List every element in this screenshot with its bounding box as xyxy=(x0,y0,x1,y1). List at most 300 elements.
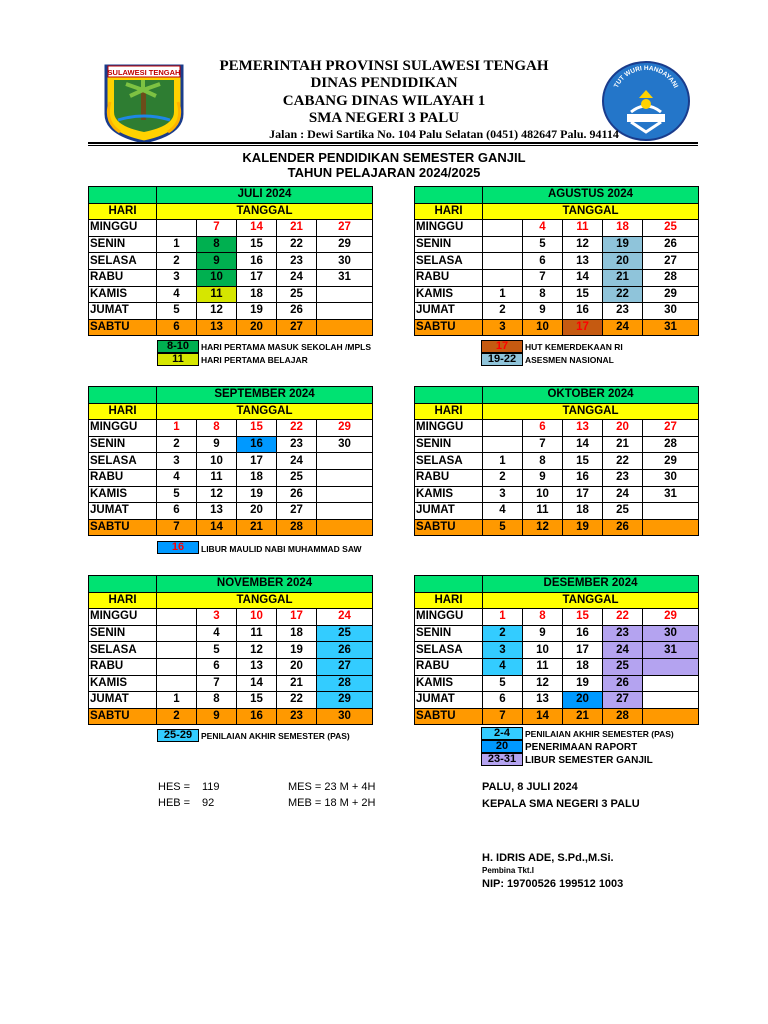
calendar-oktober xyxy=(414,386,699,536)
day-label: SENIN xyxy=(89,436,157,453)
heb-value: 92 xyxy=(202,797,215,809)
hari-header: HARI xyxy=(89,203,157,220)
date-cell: 7 xyxy=(523,436,563,453)
header-rule xyxy=(88,142,698,144)
date-cell: 12 xyxy=(237,642,277,659)
date-cell: 30 xyxy=(317,436,373,453)
hari-header: HARI xyxy=(89,403,157,420)
legend-code-mpls: 8-10 xyxy=(157,340,199,353)
day-label: SELASA xyxy=(89,642,157,659)
date-cell: 19 xyxy=(603,236,643,253)
day-label: SELASA xyxy=(415,642,483,659)
date-cell: 14 xyxy=(197,519,237,536)
legend-code-holiday: 23-31 xyxy=(481,753,523,766)
date-cell xyxy=(483,253,523,270)
month-title: AGUSTUS 2024 xyxy=(483,187,699,204)
date-cell xyxy=(317,453,373,470)
date-cell: 11 xyxy=(197,286,237,303)
date-cell: 20 xyxy=(277,658,317,675)
date-cell: 18 xyxy=(563,658,603,675)
day-label: MINGGU xyxy=(89,420,157,437)
hes-label: HES = xyxy=(158,781,191,793)
date-cell: 1 xyxy=(157,692,197,709)
date-cell: 15 xyxy=(237,236,277,253)
date-cell: 6 xyxy=(197,658,237,675)
date-cell: 31 xyxy=(643,642,699,659)
day-label: SELASA xyxy=(415,453,483,470)
date-cell: 20 xyxy=(563,692,603,709)
date-cell: 28 xyxy=(603,708,643,725)
day-label: SENIN xyxy=(415,236,483,253)
date-cell xyxy=(643,692,699,709)
date-cell: 30 xyxy=(317,708,373,725)
date-cell: 10 xyxy=(197,453,237,470)
date-cell: 2 xyxy=(483,625,523,642)
date-cell: 12 xyxy=(523,519,563,536)
date-cell: 30 xyxy=(643,303,699,320)
date-cell: 23 xyxy=(603,303,643,320)
date-cell: 13 xyxy=(563,420,603,437)
legend-text-maulid: LIBUR MAULID NABI MUHAMMAD SAW xyxy=(201,544,362,554)
date-cell: 29 xyxy=(643,609,699,626)
date-cell: 26 xyxy=(643,236,699,253)
date-cell: 20 xyxy=(237,319,277,336)
date-cell xyxy=(643,675,699,692)
date-cell: 4 xyxy=(523,220,563,237)
date-cell: 11 xyxy=(523,658,563,675)
day-label: SABTU xyxy=(415,519,483,536)
day-label: SENIN xyxy=(415,625,483,642)
date-cell: 24 xyxy=(317,609,373,626)
date-cell: 6 xyxy=(523,420,563,437)
date-cell: 31 xyxy=(317,269,373,286)
day-label: JUMAT xyxy=(89,503,157,520)
date-cell: 26 xyxy=(603,519,643,536)
date-cell: 2 xyxy=(157,436,197,453)
header-department: DINAS PENDIDIKAN xyxy=(310,75,458,91)
date-cell: 18 xyxy=(277,625,317,642)
date-cell: 28 xyxy=(317,675,373,692)
date-cell: 10 xyxy=(197,269,237,286)
date-cell: 21 xyxy=(277,675,317,692)
date-cell: 19 xyxy=(563,675,603,692)
date-cell: 30 xyxy=(317,253,373,270)
calendar-desember xyxy=(414,575,699,725)
month-title: DESEMBER 2024 xyxy=(483,576,699,593)
date-cell xyxy=(317,503,373,520)
date-cell: 24 xyxy=(277,269,317,286)
date-cell: 24 xyxy=(603,486,643,503)
date-cell: 2 xyxy=(483,469,523,486)
date-cell: 3 xyxy=(483,642,523,659)
tanggal-header: TANGGAL xyxy=(157,403,373,420)
day-label: RABU xyxy=(415,469,483,486)
date-cell: 11 xyxy=(197,469,237,486)
date-cell xyxy=(157,675,197,692)
day-label: SENIN xyxy=(415,436,483,453)
signature-nip: NIP: 19700526 199512 1003 xyxy=(482,878,624,890)
date-cell: 27 xyxy=(603,692,643,709)
date-cell: 18 xyxy=(237,469,277,486)
legend-code-pas-dec: 2-4 xyxy=(481,727,523,740)
date-cell: 29 xyxy=(317,692,373,709)
date-cell: 25 xyxy=(643,220,699,237)
date-cell: 13 xyxy=(237,658,277,675)
date-cell: 7 xyxy=(483,708,523,725)
day-label: SENIN xyxy=(89,236,157,253)
day-label: MINGGU xyxy=(89,220,157,237)
heb-label: HEB = xyxy=(158,797,191,809)
date-cell: 23 xyxy=(277,708,317,725)
date-cell: 4 xyxy=(157,286,197,303)
calendar-november xyxy=(88,575,373,725)
date-cell: 27 xyxy=(277,503,317,520)
legend-text-mpls: HARI PERTAMA MASUK SEKOLAH /MPLS xyxy=(201,342,371,352)
header-address: Jalan : Dewi Sartika No. 104 Palu Selatan (0451) 482647 Palu. 94114 xyxy=(269,127,619,141)
month-title: JULI 2024 xyxy=(157,187,373,204)
date-cell: 1 xyxy=(483,453,523,470)
date-cell: 4 xyxy=(483,503,523,520)
date-cell: 16 xyxy=(563,303,603,320)
month-title: NOVEMBER 2024 xyxy=(157,576,373,593)
day-label: KAMIS xyxy=(89,286,157,303)
date-cell: 8 xyxy=(197,420,237,437)
date-cell: 14 xyxy=(563,436,603,453)
date-cell: 19 xyxy=(277,642,317,659)
day-label: RABU xyxy=(89,658,157,675)
day-label: JUMAT xyxy=(415,303,483,320)
legend-code-first-study: 11 xyxy=(157,353,199,366)
date-cell: 12 xyxy=(197,486,237,503)
date-cell xyxy=(643,503,699,520)
date-cell: 29 xyxy=(317,420,373,437)
date-cell: 23 xyxy=(603,625,643,642)
date-cell: 13 xyxy=(197,503,237,520)
day-label: SELASA xyxy=(415,253,483,270)
date-cell: 21 xyxy=(603,436,643,453)
date-cell: 24 xyxy=(603,319,643,336)
date-cell xyxy=(317,486,373,503)
date-cell: 27 xyxy=(277,319,317,336)
day-label: KAMIS xyxy=(415,675,483,692)
header-school: SMA NEGERI 3 PALU xyxy=(308,110,460,126)
date-cell: 9 xyxy=(523,469,563,486)
date-cell: 25 xyxy=(277,469,317,486)
signature-place-date: PALU, 8 JULI 2024 xyxy=(482,781,578,793)
date-cell xyxy=(157,609,197,626)
page-subtitle: TAHUN PELAJARAN 2024/2025 xyxy=(287,165,481,180)
date-cell: 18 xyxy=(563,503,603,520)
date-cell: 8 xyxy=(523,453,563,470)
date-cell: 23 xyxy=(277,436,317,453)
date-cell: 20 xyxy=(603,420,643,437)
date-cell: 16 xyxy=(563,625,603,642)
date-cell: 13 xyxy=(563,253,603,270)
date-cell: 17 xyxy=(563,486,603,503)
date-cell: 22 xyxy=(603,453,643,470)
date-cell xyxy=(317,286,373,303)
date-cell xyxy=(157,625,197,642)
date-cell: 26 xyxy=(277,486,317,503)
tanggal-header: TANGGAL xyxy=(157,592,373,609)
date-cell: 10 xyxy=(237,609,277,626)
date-cell: 28 xyxy=(643,436,699,453)
day-label: SABTU xyxy=(415,319,483,336)
date-cell: 12 xyxy=(563,236,603,253)
date-cell: 8 xyxy=(523,286,563,303)
day-label: JUMAT xyxy=(415,503,483,520)
legend-text-pas-dec: PENILAIAN AKHIR SEMESTER (PAS) xyxy=(525,729,674,739)
date-cell: 10 xyxy=(523,642,563,659)
date-cell: 21 xyxy=(603,269,643,286)
day-label: JUMAT xyxy=(89,303,157,320)
date-cell: 22 xyxy=(277,692,317,709)
date-cell: 11 xyxy=(563,220,603,237)
date-cell: 8 xyxy=(197,236,237,253)
date-cell: 15 xyxy=(563,609,603,626)
date-cell: 1 xyxy=(483,286,523,303)
date-cell xyxy=(317,519,373,536)
hari-header: HARI xyxy=(415,592,483,609)
calendar-juli xyxy=(88,186,373,336)
date-cell: 4 xyxy=(157,469,197,486)
legend-text-asesmen: ASESMEN NASIONAL xyxy=(525,355,614,365)
date-cell: 5 xyxy=(483,675,523,692)
date-cell xyxy=(483,269,523,286)
date-cell: 3 xyxy=(157,453,197,470)
date-cell: 15 xyxy=(237,692,277,709)
day-label: SABTU xyxy=(415,708,483,725)
day-label: SABTU xyxy=(89,519,157,536)
tanggal-header: TANGGAL xyxy=(483,592,699,609)
tanggal-header: TANGGAL xyxy=(483,203,699,220)
date-cell: 6 xyxy=(157,503,197,520)
date-cell xyxy=(317,303,373,320)
day-label: KAMIS xyxy=(415,486,483,503)
date-cell: 22 xyxy=(603,609,643,626)
date-cell: 26 xyxy=(317,642,373,659)
date-cell: 7 xyxy=(157,519,197,536)
date-cell: 5 xyxy=(157,303,197,320)
date-cell: 25 xyxy=(603,658,643,675)
date-cell: 27 xyxy=(317,220,373,237)
date-cell: 31 xyxy=(643,319,699,336)
date-cell: 5 xyxy=(157,486,197,503)
day-label: JUMAT xyxy=(415,692,483,709)
legend-text-pas-nov: PENILAIAN AKHIR SEMESTER (PAS) xyxy=(201,731,350,741)
date-cell: 29 xyxy=(643,453,699,470)
date-cell: 29 xyxy=(643,286,699,303)
date-cell: 1 xyxy=(157,236,197,253)
day-label: RABU xyxy=(89,269,157,286)
date-cell: 1 xyxy=(483,609,523,626)
date-cell: 25 xyxy=(317,625,373,642)
svg-text:TUT WURI HANDAYANI: TUT WURI HANDAYANI xyxy=(612,64,680,90)
date-cell: 4 xyxy=(197,625,237,642)
date-cell: 9 xyxy=(523,303,563,320)
date-cell xyxy=(157,658,197,675)
meb-formula: MEB = 18 M + 2H xyxy=(288,797,376,809)
date-cell: 27 xyxy=(643,253,699,270)
date-cell: 25 xyxy=(277,286,317,303)
date-cell: 8 xyxy=(197,692,237,709)
hes-value: 119 xyxy=(202,781,220,793)
date-cell: 20 xyxy=(603,253,643,270)
date-cell: 28 xyxy=(277,519,317,536)
date-cell: 1 xyxy=(157,420,197,437)
date-cell: 17 xyxy=(277,609,317,626)
date-cell: 17 xyxy=(563,642,603,659)
page-title: KALENDER PENDIDIKAN SEMESTER GANJIL xyxy=(242,150,526,165)
day-label: MINGGU xyxy=(415,609,483,626)
date-cell: 11 xyxy=(523,503,563,520)
date-cell: 6 xyxy=(523,253,563,270)
date-cell: 31 xyxy=(643,486,699,503)
date-cell: 23 xyxy=(277,253,317,270)
date-cell: 19 xyxy=(237,303,277,320)
date-cell: 29 xyxy=(317,236,373,253)
day-label: RABU xyxy=(415,658,483,675)
day-label: MINGGU xyxy=(415,420,483,437)
date-cell: 9 xyxy=(197,436,237,453)
date-cell: 23 xyxy=(603,469,643,486)
date-cell: 21 xyxy=(237,519,277,536)
day-label: KAMIS xyxy=(89,486,157,503)
date-cell: 9 xyxy=(197,253,237,270)
legend-code-asesmen: 19-22 xyxy=(481,353,523,366)
date-cell: 7 xyxy=(197,675,237,692)
day-label: SELASA xyxy=(89,453,157,470)
date-cell xyxy=(317,319,373,336)
date-cell: 9 xyxy=(523,625,563,642)
day-label: SABTU xyxy=(89,319,157,336)
header-branch: CABANG DINAS WILAYAH 1 xyxy=(282,93,486,109)
day-label: KAMIS xyxy=(415,286,483,303)
date-cell: 15 xyxy=(563,453,603,470)
date-cell: 22 xyxy=(277,420,317,437)
day-label: SABTU xyxy=(89,708,157,725)
date-cell: 2 xyxy=(157,708,197,725)
date-cell: 10 xyxy=(523,319,563,336)
tanggal-header: TANGGAL xyxy=(157,203,373,220)
date-cell: 6 xyxy=(157,319,197,336)
date-cell xyxy=(483,420,523,437)
calendar-september xyxy=(88,386,373,536)
date-cell: 19 xyxy=(563,519,603,536)
legend-code-independence: 17 xyxy=(481,340,523,353)
date-cell: 17 xyxy=(563,319,603,336)
date-cell: 21 xyxy=(277,220,317,237)
legend-code-maulid: 16 xyxy=(157,541,199,554)
day-label: JUMAT xyxy=(89,692,157,709)
date-cell: 14 xyxy=(523,708,563,725)
day-label: RABU xyxy=(415,269,483,286)
date-cell: 19 xyxy=(237,486,277,503)
date-cell: 15 xyxy=(563,286,603,303)
date-cell: 18 xyxy=(237,286,277,303)
date-cell: 6 xyxy=(483,692,523,709)
date-cell xyxy=(643,519,699,536)
date-cell: 5 xyxy=(197,642,237,659)
date-cell: 26 xyxy=(603,675,643,692)
day-label: SELASA xyxy=(89,253,157,270)
date-cell xyxy=(643,708,699,725)
date-cell: 18 xyxy=(603,220,643,237)
signature-rank: Pembina Tkt.I xyxy=(482,866,535,875)
date-cell: 27 xyxy=(643,420,699,437)
tanggal-header: TANGGAL xyxy=(483,403,699,420)
date-cell: 16 xyxy=(237,253,277,270)
date-cell: 16 xyxy=(237,708,277,725)
date-cell: 7 xyxy=(523,269,563,286)
svg-text:SULAWESI TENGAH: SULAWESI TENGAH xyxy=(107,68,181,77)
date-cell: 22 xyxy=(277,236,317,253)
date-cell: 28 xyxy=(643,269,699,286)
date-cell: 16 xyxy=(563,469,603,486)
date-cell: 11 xyxy=(237,625,277,642)
date-cell: 22 xyxy=(603,286,643,303)
month-title: OKTOBER 2024 xyxy=(483,387,699,404)
date-cell: 2 xyxy=(157,253,197,270)
date-cell: 27 xyxy=(317,658,373,675)
day-label: SENIN xyxy=(89,625,157,642)
date-cell: 30 xyxy=(643,625,699,642)
date-cell: 13 xyxy=(197,319,237,336)
date-cell: 14 xyxy=(237,220,277,237)
hari-header: HARI xyxy=(415,203,483,220)
date-cell: 17 xyxy=(237,453,277,470)
hari-header: HARI xyxy=(89,592,157,609)
date-cell: 24 xyxy=(277,453,317,470)
date-cell: 30 xyxy=(643,469,699,486)
signature-position: KEPALA SMA NEGERI 3 PALU xyxy=(482,798,640,810)
day-label: RABU xyxy=(89,469,157,486)
day-label: MINGGU xyxy=(89,609,157,626)
date-cell: 2 xyxy=(483,303,523,320)
date-cell: 4 xyxy=(483,658,523,675)
legend-text-first-study: HARI PERTAMA BELAJAR xyxy=(201,355,308,365)
date-cell: 12 xyxy=(523,675,563,692)
header-rule-thin xyxy=(88,145,698,146)
hari-header: HARI xyxy=(415,403,483,420)
date-cell: 20 xyxy=(237,503,277,520)
date-cell: 9 xyxy=(197,708,237,725)
date-cell: 3 xyxy=(483,486,523,503)
header-government: PEMERINTAH PROVINSI SULAWESI TENGAH xyxy=(219,58,549,74)
mes-formula: MES = 23 M + 4H xyxy=(288,781,376,793)
date-cell: 24 xyxy=(603,642,643,659)
date-cell: 21 xyxy=(563,708,603,725)
month-title: SEPTEMBER 2024 xyxy=(157,387,373,404)
date-cell: 8 xyxy=(523,609,563,626)
date-cell: 3 xyxy=(157,269,197,286)
date-cell: 3 xyxy=(483,319,523,336)
legend-text-holiday: LIBUR SEMESTER GANJIL xyxy=(525,755,653,766)
date-cell xyxy=(643,658,699,675)
date-cell: 16 xyxy=(237,436,277,453)
date-cell: 10 xyxy=(523,486,563,503)
date-cell xyxy=(157,642,197,659)
date-cell: 5 xyxy=(483,519,523,536)
legend-text-report: PENERIMAAN RAPORT xyxy=(525,742,638,753)
date-cell: 14 xyxy=(237,675,277,692)
date-cell xyxy=(157,220,197,237)
calendar-agustus xyxy=(414,186,699,336)
date-cell xyxy=(483,220,523,237)
date-cell: 15 xyxy=(237,420,277,437)
date-cell: 5 xyxy=(523,236,563,253)
date-cell: 25 xyxy=(603,503,643,520)
